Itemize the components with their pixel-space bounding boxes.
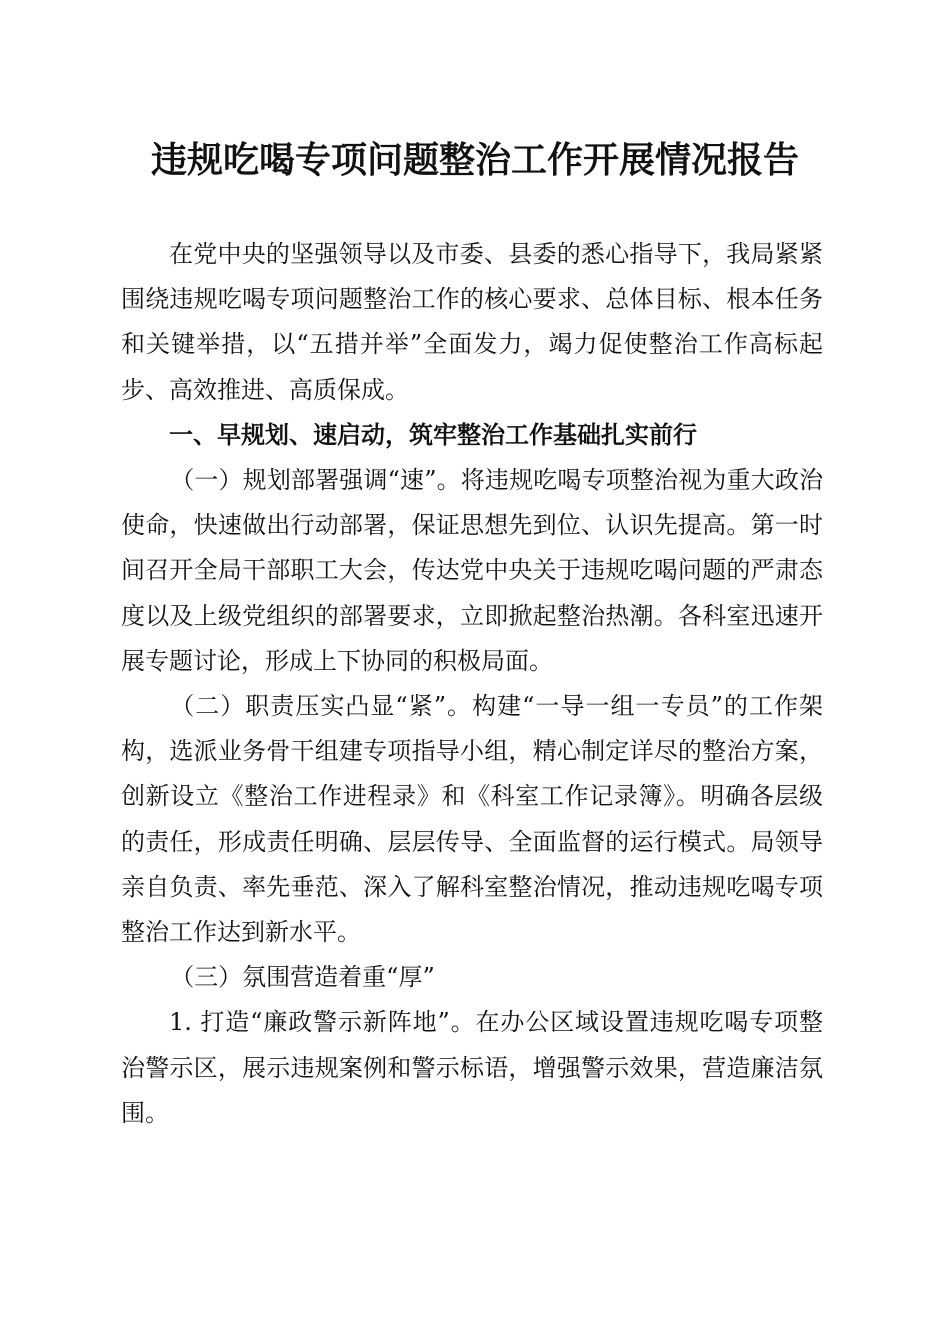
- subsection-paragraph-2: （二）职责压实凸显“紧”。构建“一导一组一专员”的工作架构，选派业务骨干组建专项指导小组，精心制定详尽的整治方案，创新设立《整治工作进程录》和《科室工作记录簿》。明确各层级的责任，形成责任明确、层层传导、全面监督的运行模式。局领导亲自负责、率先垂范、深入了解科室整治情况，推动违规吃喝专项整治工作达到新水平。: [121, 692, 823, 947]
- numbered-paragraph-1: 1. 打造“廉政警示新阵地”。在办公区域设置违规吃喝专项整治警示区，展示违规案例和警示标语，增强警示效果，营造廉洁氛围。: [121, 1008, 823, 1127]
- intro-paragraph: 在党中央的坚强领导以及市委、县委的悉心指导下，我局紧紧围绕违规吃喝专项问题整治工作的核心要求、总体目标、根本任务和关键举措，以“五措并举”全面发力，竭力促使整治工作高标起步、高效推进、高质保成。: [121, 240, 823, 404]
- subsection-heading-3: （三）氛围营造着重“厚”: [170, 963, 435, 992]
- document-body: [121, 232, 823, 1136]
- document-title: 违规吃喝专项问题整治工作开展情况报告: [150, 139, 799, 181]
- subsection-paragraph-1: （一）规划部署强调“速”。将违规吃喝专项整治视为重大政治使命，快速做出行动部署，保证思想先到位、认识先提高。第一时间召开全局干部职工大会，传达党中央关于违规吃喝问题的严肃态度以及上级党组织的部署要求，立即掀起整治热潮。各科室迅速开展专题讨论，形成上下协同的积极局面。: [121, 466, 823, 675]
- section-heading-1: 一、早规划、速启动，筑牢整治工作基础扎实前行: [169, 420, 697, 449]
